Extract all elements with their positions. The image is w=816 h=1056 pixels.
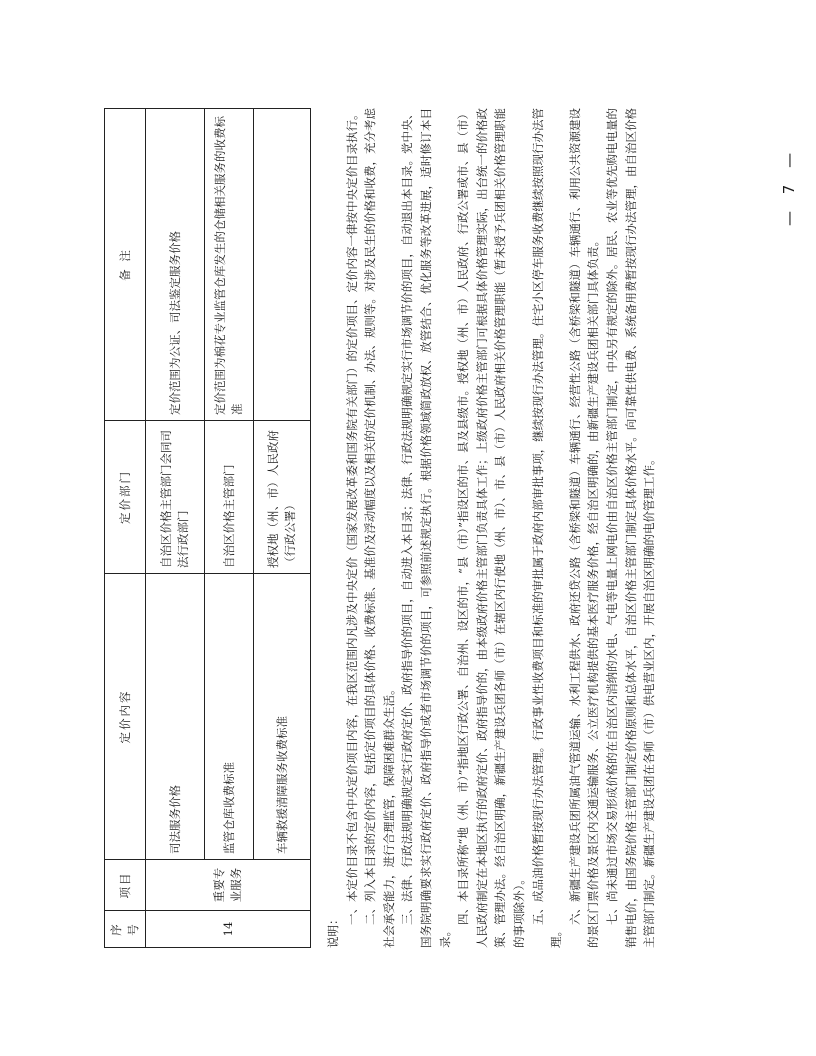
- dept-cell: 自治区价格主管部门会同司法行政部门: [146, 421, 205, 574]
- note-paragraph: 三、法律、行政法规明确规定实行政府定价、政府指导价的项目，自动进入本目录；法律、行政法规明确规定实行市场调节价的项目，自动退出本目录。党中央、国务院明确要求实行政府定价、政府指导价或者市场调节价的项目，可参照前述规定执行。根据价格领域简政放权、放管结合、优化服务等改革进展，适时修订本目录。: [400, 108, 452, 948]
- content-cell: 监管仓库收费标准: [205, 574, 254, 860]
- note-paragraph: 七、尚未通过市场交易形成价格的在自治区内消纳的水电、气电等电量上网电价由自治区价格主管部门制定，中央另有规定的除外。居民、农业等优先购电电量的销售电价，由国务院价格主管部门制定价格原则和总体水平，自治区价格主管部门制定具体价格水平。向可靠性供电费、系统备用费暂按现行办法管理，由自治区价格主管部门制定。新疆生产建设兵团在各师（市）供电营业区内，开展自治区明确的电价管理工作。: [604, 108, 657, 948]
- item-group-label: 重要专业服务: [146, 860, 311, 911]
- pricing-table: [104, 108, 311, 948]
- note-paragraph: 四、本目录所称“地（州、市）”指地区行政公署、自治州、设区的市，“县（市）”指设区的市、县及县级市。授权地（州、市）人民政府、行政公署或市、县（市）人民政府制定在本地区执行的政府定价、政府指导价的，由本级政府价格主管部门负责具体工作；上级政府价格主管部门可根据具体价格管理实际，出台统一的价格政策、管理办法。经自治区明确，新疆生产建设兵团各师（市）在辖区内行使地（州、市）、市、县（市）人民政府相关价格管理职能（暂未授予兵团相关价格管理职能的事项除外）。: [456, 107, 526, 948]
- header-cell: 备 注: [105, 109, 146, 421]
- table-row: [254, 109, 311, 948]
- note-cell: 定价范围为棉花专业监管仓库发生的仓储相关服务的收费标准: [205, 109, 254, 421]
- notes-heading: 说明：: [326, 913, 340, 948]
- notes-section: [324, 108, 659, 948]
- note-paragraph: 二、列入本目录的定价内容，包括定价项目的具体价格、收费标准、基准价及浮动幅度以及相关的定价机制、办法、规则等。对涉及民生的价格和收费，充分考虑社会承受能力，进行合理监管，保障困难群众生活。: [363, 108, 396, 948]
- page-number: — 7 —: [780, 146, 798, 226]
- table-header-row: [105, 109, 146, 948]
- header-cell: 定价部门: [105, 421, 146, 574]
- note-paragraph: 一、本定价目录不包含中央定价项目内容，在我区范围内凡涉及中央定价（国家发展改革委和国务院有关部门）的定价项目、定价内容一律按中央定价目录执行。: [344, 108, 359, 925]
- dept-cell: 自治区价格主管部门: [205, 421, 254, 574]
- note-paragraph: 五、成品油价格暂按现行办法管理。行政事业性收费项目和标准的审批属于政府内部审批事项，继续按现行办法管理。住宅小区停车服务收费继续按照现行办法管理。: [530, 108, 564, 948]
- note-cell: [254, 109, 311, 421]
- row-number: 14: [146, 911, 311, 948]
- dept-cell: 授权地（州、市）人民政府（行政公署）: [254, 421, 311, 574]
- note-paragraph: 六、新疆生产建设兵团所属油气管道运输、水利工程供水、政府还贷公路（含桥梁和隧道）车辆通行、经营性公路（含桥梁和隧道）车辆通行、利用公共资源建设的景区门票价格及景区内交通运输服务、公立医疗机构提供的基本医疗服务价格，经自治区明确的，由新疆生产建设兵团相关部门具体负责。: [567, 108, 601, 948]
- header-cell: 项目: [105, 860, 146, 911]
- note-cell: 定价范围为公证、司法鉴定服务价格: [146, 109, 205, 421]
- content-cell: 司法服务价格: [146, 574, 205, 860]
- content-cell: 车辆救援清障服务收费标准: [254, 574, 311, 860]
- header-cell: 定价内容: [105, 574, 146, 860]
- table-row: [146, 109, 205, 948]
- header-cell: 序号: [105, 911, 146, 948]
- table-row: [205, 109, 254, 948]
